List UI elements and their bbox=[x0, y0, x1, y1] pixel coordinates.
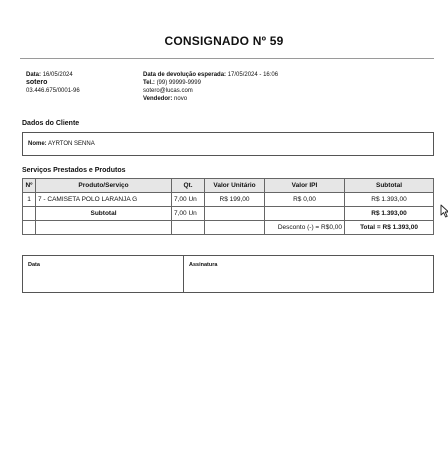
column-header-subtotal: Subtotal bbox=[345, 179, 434, 193]
signature-label: Assinatura bbox=[189, 262, 218, 268]
item-qty: 7,00 Un bbox=[172, 193, 205, 207]
item-subtotal: R$ 1.393,00 bbox=[345, 193, 434, 207]
client-box bbox=[22, 132, 434, 156]
subtotal-empty-cell bbox=[205, 207, 265, 221]
subtotal-empty-cell bbox=[265, 207, 345, 221]
seller-label: Vendedor: bbox=[143, 96, 173, 102]
column-header-ipi: Valor IPI bbox=[265, 179, 345, 193]
return-date-value: 17/05/2024 - 16:06 bbox=[227, 72, 279, 78]
column-header-unit-value: Valor Unitário bbox=[205, 179, 265, 193]
return-info bbox=[143, 71, 278, 103]
item-number: 1 bbox=[23, 193, 36, 207]
column-header-product: Produto/Serviço bbox=[36, 179, 172, 193]
client-section-title: Dados do Cliente bbox=[22, 120, 80, 127]
subtotal-label: Subtotal bbox=[36, 207, 172, 221]
seller-line bbox=[143, 95, 278, 103]
items-table bbox=[22, 178, 434, 235]
phone-line bbox=[143, 79, 278, 87]
table-row bbox=[23, 193, 434, 207]
client-name-label: Nome: bbox=[28, 141, 47, 147]
total-text: Total = R$ 1.393,00 bbox=[345, 221, 434, 235]
signature-date-label: Data bbox=[28, 262, 40, 268]
mouse-cursor-icon bbox=[440, 204, 448, 218]
signature-box bbox=[22, 255, 434, 293]
client-name-line bbox=[28, 141, 95, 147]
title-divider bbox=[20, 58, 434, 59]
subtotal-empty-cell bbox=[23, 207, 36, 221]
total-empty-cell bbox=[23, 221, 36, 235]
return-date-line bbox=[143, 71, 278, 79]
item-unit-value: R$ 199,00 bbox=[205, 193, 265, 207]
date-value: 16/05/2024 bbox=[42, 72, 73, 78]
document-title: CONSIGNADO Nº 59 bbox=[164, 34, 284, 48]
date-line bbox=[26, 71, 80, 79]
column-header-number: Nº bbox=[23, 179, 36, 193]
company-info bbox=[26, 71, 80, 95]
company-doc: 03.446.675/0001-96 bbox=[26, 88, 80, 94]
signature-divider bbox=[183, 256, 184, 292]
phone-label: Tel.: bbox=[143, 80, 155, 86]
email-line: sotero@lucas.com bbox=[143, 88, 193, 94]
services-section-title: Serviços Prestados e Produtos bbox=[22, 167, 126, 174]
return-date-label: Data de devolução esperada: bbox=[143, 72, 227, 78]
subtotal-value: R$ 1.393,00 bbox=[345, 207, 434, 221]
total-empty-cell bbox=[172, 221, 205, 235]
discount-text: Desconto (-) = R$0,00 bbox=[265, 221, 345, 235]
table-header-row bbox=[23, 179, 434, 193]
seller-value: novo bbox=[174, 96, 188, 102]
client-name-value: AYRTON SENNA bbox=[48, 141, 95, 147]
total-empty-cell bbox=[205, 221, 265, 235]
company-name: sotero bbox=[26, 79, 48, 86]
subtotal-row bbox=[23, 207, 434, 221]
phone-value: (99) 99999-9999 bbox=[156, 80, 201, 86]
column-header-qty: Qt. bbox=[172, 179, 205, 193]
date-label: Data: bbox=[26, 72, 42, 78]
item-product: 7 - CAMISETA POLO LARANJA G bbox=[36, 193, 172, 207]
item-ipi: R$ 0,00 bbox=[265, 193, 345, 207]
total-empty-cell bbox=[36, 221, 172, 235]
subtotal-qty: 7,00 Un bbox=[172, 207, 205, 221]
total-row bbox=[23, 221, 434, 235]
